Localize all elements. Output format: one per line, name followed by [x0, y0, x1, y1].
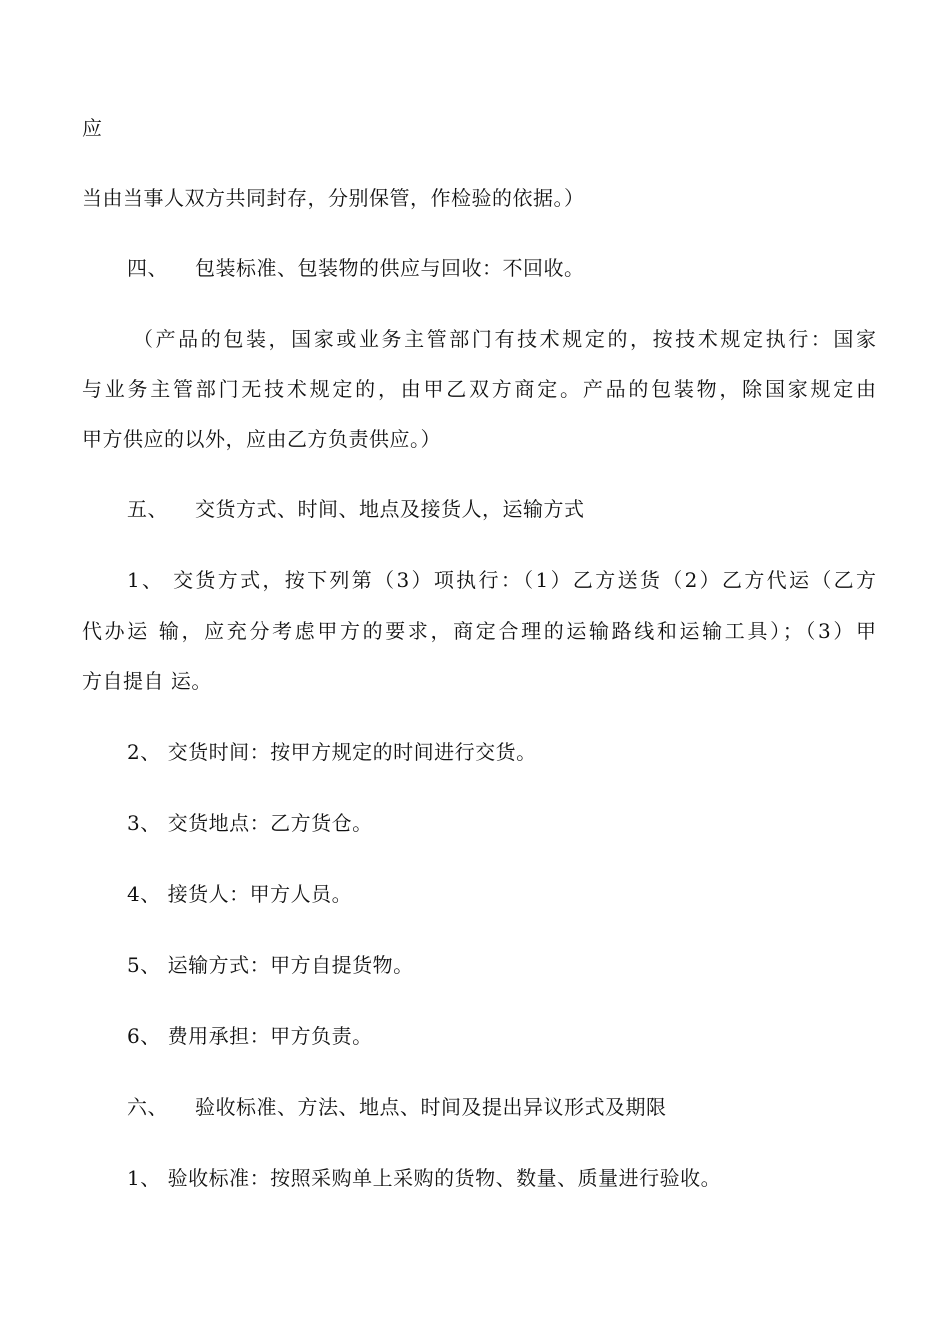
- section-heading-4: [127, 256, 585, 280]
- section-heading-6: [127, 1095, 667, 1119]
- text-line: 代办运 输，应充分考虑甲方的要求，商定合理的运输路线和运输工具）；（3）甲: [82, 619, 876, 643]
- section-title: 包装标准、包装物的供应与回收：不回收。: [195, 256, 585, 280]
- list-item: 5、 运输方式：甲方自提货物。: [127, 953, 414, 977]
- text-line: 1、 交货方式，按下列第（3）项执行：（1）乙方送货（2）乙方代运（乙方: [127, 568, 876, 592]
- text-line: 应: [82, 116, 103, 140]
- list-item: 6、 费用承担：甲方负责。: [127, 1024, 373, 1048]
- list-item: 3、 交货地点：乙方货仓。: [127, 811, 373, 835]
- list-item: 2、 交货时间：按甲方规定的时间进行交货。: [127, 740, 537, 764]
- section-number: 六、: [127, 1095, 168, 1119]
- list-item: 4、 接货人：甲方人员。: [127, 882, 353, 906]
- text-line: 甲方供应的以外，应由乙方负责供应。）: [82, 427, 441, 451]
- text-line: 当由当事人双方共同封存，分别保管，作检验的依据。）: [82, 186, 585, 210]
- section-number: 四、: [127, 256, 168, 280]
- section-number: 五、: [127, 497, 168, 521]
- section-heading-5: [127, 497, 585, 521]
- section-title: 验收标准、方法、地点、时间及提出异议形式及期限: [195, 1095, 667, 1119]
- text-line: （产品的包装，国家或业务主管部门有技术规定的，按技术规定执行：国家: [133, 327, 876, 351]
- text-line: 与业务主管部门无技术规定的，由甲乙双方商定。产品的包装物，除国家规定由: [82, 377, 876, 401]
- text-line: 方自提自 运。: [82, 669, 212, 693]
- section-title: 交货方式、时间、地点及接货人，运输方式: [195, 497, 585, 521]
- list-item: 1、 验收标准：按照采购单上采购的货物、数量、质量进行验收。: [127, 1166, 722, 1190]
